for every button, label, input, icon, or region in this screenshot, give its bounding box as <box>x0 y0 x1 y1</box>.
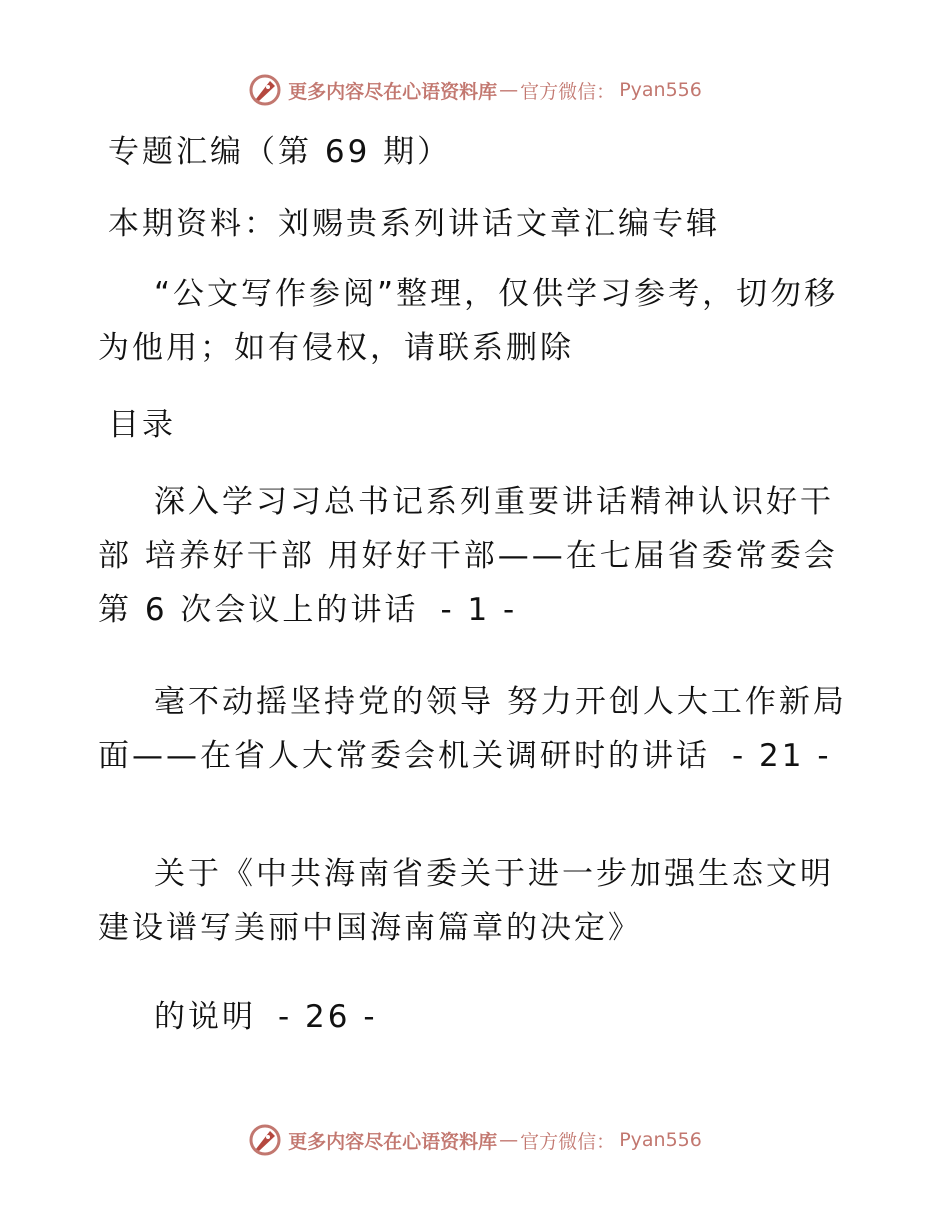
toc-entry-page: - 21 - <box>732 738 832 774</box>
watermark-separator: — <box>499 79 519 101</box>
document-title: 专题汇编（第 69 期） <box>108 134 452 170</box>
toc-entry-page: - 26 - <box>278 999 378 1035</box>
toc-entry[interactable] <box>98 475 858 637</box>
watermark-brand: 更多内容尽在心语资料库 <box>288 80 498 103</box>
toc-entry-title: 的说明 <box>154 999 256 1035</box>
watermark-wechat-id: Pyan556 <box>619 79 702 101</box>
toc-heading: 目录 <box>108 407 176 443</box>
toc-entry-title: 毫不动摇坚持党的领导 努力开创人大工作新局面——在省人大常委会机关调研时的讲话 <box>98 684 847 774</box>
watermark-footer <box>0 1120 950 1160</box>
toc-entry-continuation[interactable] <box>154 990 854 1044</box>
pen-nib-logo-icon <box>248 1123 282 1157</box>
toc-entry[interactable] <box>98 847 858 955</box>
watermark-wechat-label: 官方微信： <box>520 80 616 103</box>
toc-entry[interactable] <box>98 675 858 783</box>
issue-subtitle: 本期资料：刘赐贵系列讲话文章汇编专辑 <box>108 206 720 242</box>
watermark-brand: 更多内容尽在心语资料库 <box>288 1130 498 1153</box>
watermark-header <box>0 70 950 110</box>
pen-nib-logo-icon <box>248 73 282 107</box>
toc-entry-page: - 1 - <box>440 592 518 628</box>
toc-entry-title: 深入学习习总书记系列重要讲话精神认识好干部 培养好干部 用好好干部——在七届省委常委会第 6 次会议上的讲话 <box>98 484 838 628</box>
toc-entry-title: 关于《中共海南省委关于进一步加强生态文明建设谱写美丽中国海南篇章的决定》 <box>98 856 834 946</box>
usage-note: “公文写作参阅”整理，仅供学习参考，切勿移为他用；如有侵权，请联系删除 <box>98 276 839 366</box>
watermark-wechat-label: 官方微信： <box>520 1130 616 1153</box>
watermark-wechat-id: Pyan556 <box>619 1129 702 1151</box>
watermark-separator: — <box>499 1129 519 1151</box>
